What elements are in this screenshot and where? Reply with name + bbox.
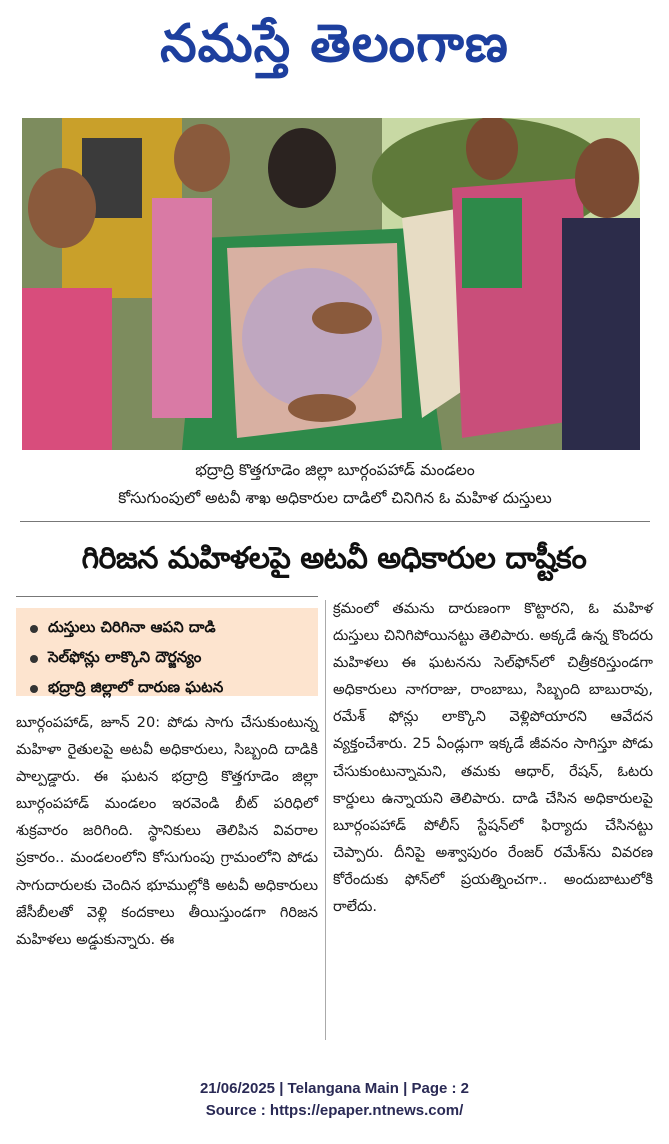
newspaper-masthead — [0, 0, 669, 100]
article-paragraph: క్రమంలో తమను దారుణంగా కొట్టారని, ఓ మహిళ దుస్తులు చినిగిపోయినట్టు తెలిపారు. అక్కడే ఉన్న కొందరు మహిళలు ఈ ఘటనను సెల్‌ఫోన్‌లో చిత్రీకరిస్తుండగా అధికారులు నాగరాజు, రాంబాబు, సిబ్బంది బాబురావు, రమేశ్ ఫోన్లు లాక్కొని వెళ్లిపోయారని ఆవేదన వ్యక్తంచేశారు. 25 ఏండ్లుగా ఇక్కడే జీవనం సాగిస్తూ పోడు చేసుకుంటున్నామని, తమకు ఆధార్, రేషన్, ఓటరు కార్డులు ఉన్నాయని తెలిపారు. దాడి చేసిన అధికారులపై బూర్గంపహాడ్ పోలీస్ స్టేషన్‌లో ఫిర్యాదు చేసినట్టు చెప్పారు. దీనిపై అశ్వాపురం రేంజర్ రమేశ్‌ను వివరణ కోరేందుకు ఫోన్‌లో ప్రయత్నించగా.. అందుబాటులోకి రాలేదు. — [333, 600, 653, 916]
footer-source-line: Source : https://epaper.ntnews.com/ — [205, 1102, 464, 1119]
article-paragraph: బూర్గంపహాడ్, జూన్ 20: పోడు సాగు చేసుకుంటున్న మహిళా రైతులపై అటవీ అధికారులు, సిబ్బంది దాడికి పాల్పడ్డారు. ఈ ఘటన భద్రాద్రి కొత్తగూడెం జిల్లా బూర్గంపహాడ్ మండలం ఇరవెండి బీట్ పరిధిలో శుక్రవారం జరిగింది. స్థానికులు తెలిపిన వివరాల ప్రకారం.. మండలంలోని కోసుగుంపు గ్రామంలోని పోడు సాగుదారులకు చెందిన భూముల్లోకి అటవీ అధికారులు జేసీబీలతో వెళ్లి కందకాలు తీయిస్తుండగా గిరిజన మహిళలు అడ్డుకున్నారు. ఈ — [16, 714, 318, 948]
highlight-item — [16, 614, 318, 644]
column-divider — [325, 600, 326, 1040]
divider-rule — [20, 521, 650, 522]
highlight-item — [16, 644, 318, 674]
bullet-icon — [30, 655, 38, 663]
article-column-left — [16, 709, 318, 953]
bullet-icon — [30, 625, 38, 633]
footer-date-line: 21/06/2025 | Telangana Main | Page : 2 — [199, 1080, 470, 1097]
highlights-box — [16, 608, 318, 696]
article-column-right — [333, 595, 653, 920]
highlight-text: భద్రాద్రి జిల్లాలో దారుణ ఘటన — [48, 678, 224, 696]
divider-rule — [16, 596, 318, 597]
highlight-text: సెల్‌ఫోన్లు లాక్కొని దౌర్జన్యం — [48, 648, 202, 666]
masthead-title: నమస్తే తెలంగాణ — [160, 13, 509, 74]
bullet-icon — [30, 685, 38, 693]
article-headline: గిరిజన మహిళలపై అటవీ అధికారుల దాష్టీకం — [81, 541, 587, 576]
news-photo — [22, 118, 640, 450]
highlight-text: దుస్తులు చిరిగినా ఆపని దాడి — [48, 618, 216, 636]
page-footer — [0, 1078, 669, 1122]
caption-line-1: భద్రాద్రి కొత్తగూడెం జిల్లా బూర్గంపహాడ్ మండలం — [195, 461, 475, 479]
highlight-item — [16, 674, 318, 704]
caption-line-2: కోసుగుంపులో అటవీ శాఖ అధికారుల దాడిలో చినిగిన ఓ మహిళ దుస్తులు — [118, 489, 552, 507]
photo-caption — [20, 456, 650, 512]
